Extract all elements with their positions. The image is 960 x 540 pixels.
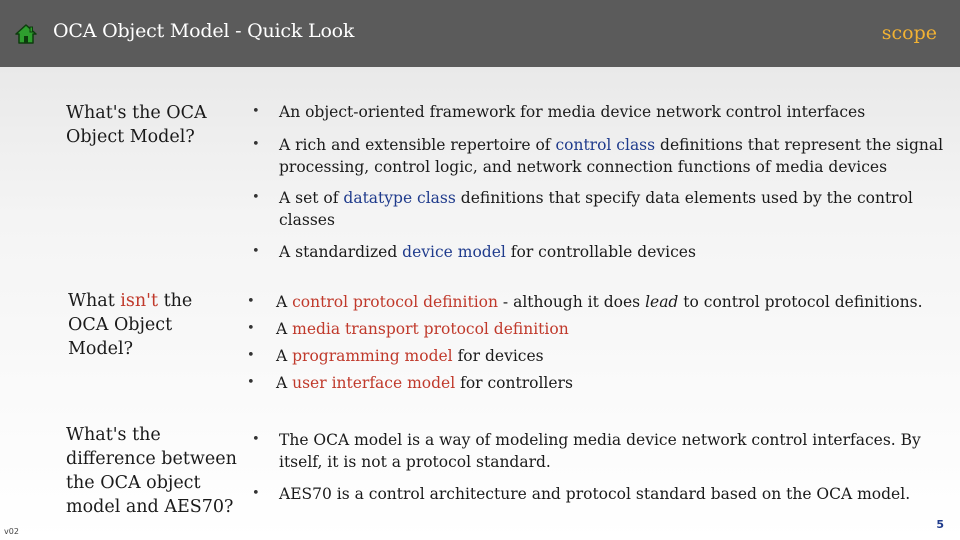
bullet-text: definitions that represent the signal processing, control logic, and network connection functions of media devices	[279, 136, 944, 176]
bullet-item	[252, 187, 959, 231]
bullet-text: to control protocol definitions.	[678, 293, 923, 311]
bullet-text: - although it does	[497, 293, 646, 311]
bullet-text: A standardized	[279, 243, 403, 261]
question-text: the OCA Object Model?	[68, 291, 193, 359]
question-emphasis: isn't	[120, 291, 158, 311]
bullet-text: definitions that specify data elements used by the control classes	[279, 189, 913, 229]
bullet-text: A set of	[279, 189, 344, 207]
term-media-transport: media transport protocol definition	[292, 320, 569, 338]
bullet-item	[249, 318, 960, 340]
bullet-text: for devices	[452, 347, 544, 365]
bullet-text: for controllers	[455, 374, 573, 392]
page-title: OCA Object Model - Quick Look	[53, 20, 355, 42]
bullet-text: for controllable devices	[505, 243, 696, 261]
bullet-text: A rich and extensible repertoire of	[279, 136, 556, 154]
bullet-text: An object-oriented framework for media device network control interfaces	[279, 103, 866, 121]
bullet-text: The OCA model is a way of modeling media device network control interfaces. By itself, it is not a protocol standard.	[279, 431, 921, 471]
bullet-item	[252, 429, 939, 473]
bullet-text: AES70 is a control architecture and protocol standard based on the OCA model.	[279, 485, 911, 503]
term-device-model: device model	[402, 243, 506, 261]
term-programming-model: programming model	[292, 347, 453, 365]
question-what-isnt	[68, 289, 218, 361]
term-control-class: control class	[555, 136, 656, 154]
bullet-item	[249, 345, 960, 367]
version-label: v02	[4, 527, 19, 536]
bullet-text: A	[276, 293, 293, 311]
title-bar	[0, 0, 960, 67]
bullet-item	[252, 134, 959, 178]
term-datatype-class: datatype class	[343, 189, 456, 207]
emphasis-lead: lead	[645, 293, 679, 311]
bullet-item	[252, 483, 959, 505]
term-user-interface-model: user interface model	[292, 374, 456, 392]
bullet-text: A	[276, 320, 293, 338]
bullet-text: A	[276, 374, 293, 392]
bullet-item	[252, 101, 959, 123]
home-icon[interactable]	[15, 24, 37, 44]
bullet-item	[249, 372, 960, 394]
bullet-text: A	[276, 347, 293, 365]
bullet-item	[249, 291, 960, 313]
page-number: 5	[936, 518, 944, 531]
bullet-item	[252, 241, 959, 263]
question-text: What	[68, 291, 121, 311]
term-control-protocol-definition: control protocol definition	[292, 293, 498, 311]
question-what-is: What's the OCA Object Model?	[66, 103, 207, 147]
scope-label: scope	[881, 22, 937, 44]
question-difference: What's the difference between the OCA object model and AES70?	[66, 425, 237, 517]
